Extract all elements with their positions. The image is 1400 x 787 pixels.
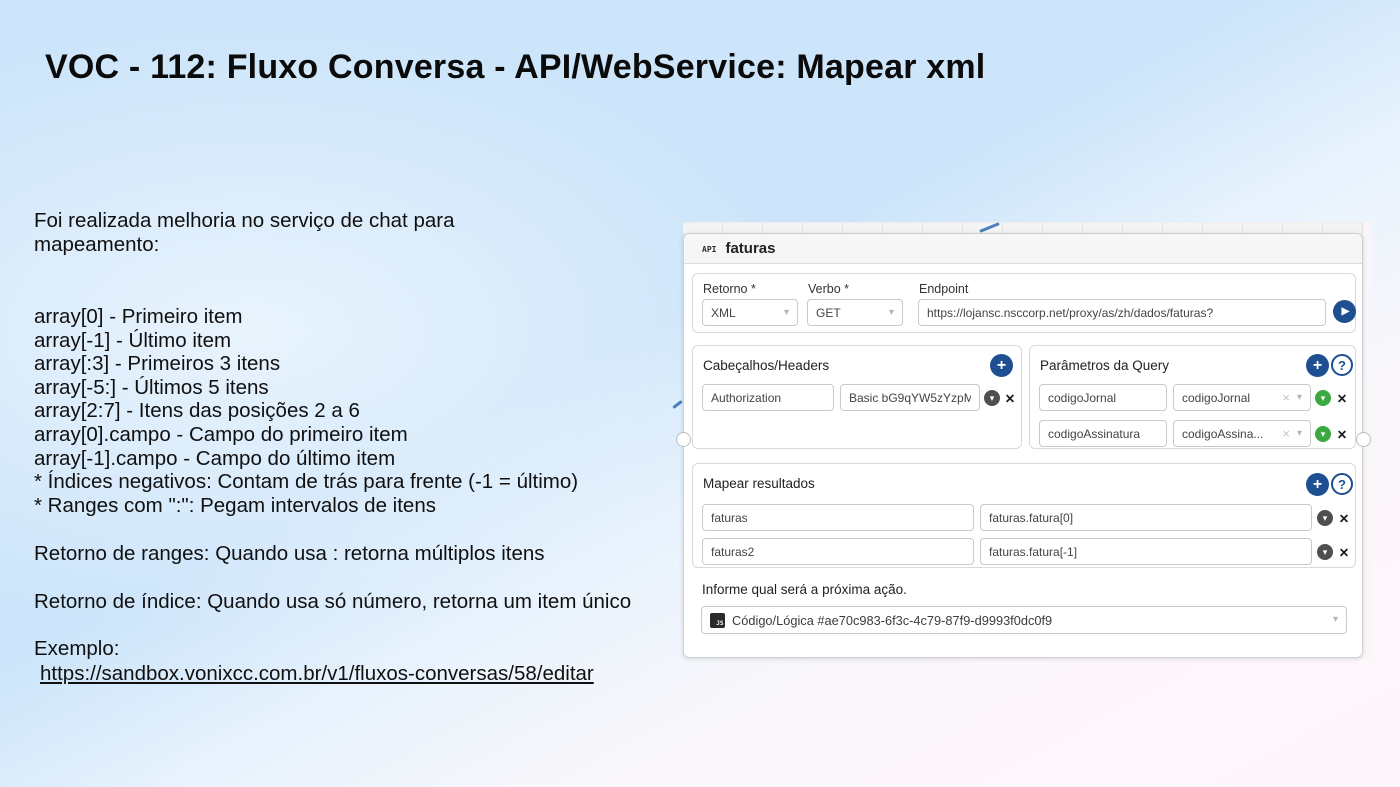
api-node-panel (683, 233, 1363, 658)
array-syntax-line: array[-5:] - Últimos 5 itens (34, 375, 269, 399)
verbo-label: Verbo * (808, 282, 850, 296)
node-title: faturas (725, 240, 776, 257)
verbo-select[interactable]: GET ▾ (807, 299, 903, 326)
map-results-help-button[interactable] (1331, 473, 1353, 495)
remove-mapping-button[interactable] (1337, 511, 1351, 525)
chevron-down-icon: ▾ (1322, 546, 1328, 557)
add-header-button[interactable] (990, 354, 1013, 377)
array-syntax-line: array[2:7] - Itens das posições 2 a 6 (34, 399, 360, 423)
array-syntax-line: * Ranges com ":": Pegam intervalos de itens (34, 493, 436, 517)
query-params-title: Parâmetros da Query (1040, 358, 1170, 373)
api-badge-icon: API (702, 244, 717, 254)
chevron-down-icon: ▾ (1296, 427, 1302, 439)
close-icon: ✕ (1336, 391, 1348, 406)
remove-query-param-button[interactable] (1335, 391, 1349, 405)
remove-header-button[interactable] (1003, 391, 1017, 405)
chevron-down-icon: ▾ (989, 392, 995, 403)
remove-mapping-button[interactable] (1337, 545, 1351, 559)
example-block (34, 637, 594, 685)
question-icon: ? (1338, 357, 1346, 373)
plus-icon: + (996, 356, 1007, 374)
headers-title: Cabeçalhos/Headers (703, 358, 830, 373)
endpoint-label: Endpoint (919, 282, 969, 296)
query-key-input[interactable] (1039, 384, 1167, 411)
chevron-down-icon: ▾ (1320, 428, 1326, 439)
header-value-input[interactable] (840, 384, 980, 411)
headers-card (692, 345, 1022, 449)
query-options-button[interactable] (1315, 426, 1331, 442)
header-key-input[interactable] (702, 384, 834, 411)
array-syntax-line: * Índices negativos: Contam de trás para frente (-1 = último) (34, 470, 579, 494)
next-action-select[interactable]: JS Código/Lógica #ae70c983-6f3c-4c79-87f9-d9993f0dc0f9 ▾ (701, 606, 1347, 634)
close-icon: ✕ (1338, 511, 1350, 526)
js-icon: JS (710, 613, 725, 628)
connector-wire (672, 400, 683, 409)
retorno-select[interactable]: XML ▾ (702, 299, 798, 326)
map-options-button[interactable] (1317, 510, 1333, 526)
array-syntax-line: array[0].campo - Campo do primeiro item (34, 422, 408, 446)
input-port[interactable] (676, 432, 691, 447)
add-query-param-button[interactable] (1306, 354, 1329, 377)
array-syntax-line: array[:3] - Primeiros 3 itens (34, 352, 281, 376)
request-card (692, 273, 1356, 333)
next-action-label: Informe qual será a próxima ação. (702, 582, 907, 597)
chevron-down-icon: ▾ (1322, 512, 1328, 523)
map-options-button[interactable] (1317, 544, 1333, 560)
array-syntax-line: array[-1] - Último item (34, 328, 232, 352)
intro-text: Foi realizada melhoria no serviço de chat para mapeamento: (34, 209, 455, 256)
close-icon: ✕ (1338, 545, 1350, 560)
chevron-down-icon: ▾ (1296, 391, 1302, 403)
run-request-button[interactable] (1333, 300, 1356, 323)
map-results-card (692, 463, 1356, 568)
page-title: VOC - 112: Fluxo Conversa - API/WebService: Mapear xml (45, 48, 986, 86)
play-icon: ▶ (1341, 305, 1350, 317)
array-syntax-line: array[0] - Primeiro item (34, 305, 243, 328)
endpoint-input[interactable] (918, 299, 1326, 326)
header-options-button[interactable] (984, 390, 1000, 406)
query-value-combo[interactable]: codigoAssina... × ▾ (1173, 420, 1311, 447)
chevron-down-icon: ▾ (1332, 614, 1338, 625)
panel-header (684, 234, 1362, 264)
clear-icon[interactable]: × (1282, 390, 1290, 405)
array-syntax-list (34, 305, 578, 517)
query-value-combo[interactable]: codigoJornal × ▾ (1173, 384, 1311, 411)
plus-icon: + (1312, 475, 1323, 493)
close-icon: ✕ (1004, 391, 1016, 406)
retorno-label: Retorno * (703, 282, 756, 296)
ranges-note: Retorno de ranges: Quando usa : retorna múltiplos itens (34, 542, 545, 565)
query-params-help-button[interactable] (1331, 354, 1353, 376)
array-syntax-line: array[-1].campo - Campo do último item (34, 446, 396, 470)
index-note: Retorno de índice: Quando usa só número, retorna um item único (34, 590, 632, 613)
map-key-input[interactable] (702, 504, 974, 531)
example-label: Exemplo: (34, 637, 120, 660)
plus-icon: + (1312, 356, 1323, 374)
map-results-title: Mapear resultados (703, 476, 815, 491)
clear-icon[interactable]: × (1282, 426, 1290, 441)
remove-query-param-button[interactable] (1335, 427, 1349, 441)
chevron-down-icon: ▾ (1320, 392, 1326, 403)
map-key-input[interactable] (702, 538, 974, 565)
map-path-input[interactable] (980, 538, 1312, 565)
map-path-input[interactable] (980, 504, 1312, 531)
query-key-input[interactable] (1039, 420, 1167, 447)
example-link[interactable]: https://sandbox.vonixcc.com.br/v1/fluxos-conversas/58/editar (40, 661, 594, 685)
query-options-button[interactable] (1315, 390, 1331, 406)
add-mapping-button[interactable] (1306, 473, 1329, 496)
chevron-down-icon: ▾ (783, 306, 789, 318)
query-params-card (1029, 345, 1356, 449)
chevron-down-icon: ▾ (888, 306, 894, 318)
output-port[interactable] (1356, 432, 1371, 447)
question-icon: ? (1338, 476, 1346, 492)
close-icon: ✕ (1336, 427, 1348, 442)
